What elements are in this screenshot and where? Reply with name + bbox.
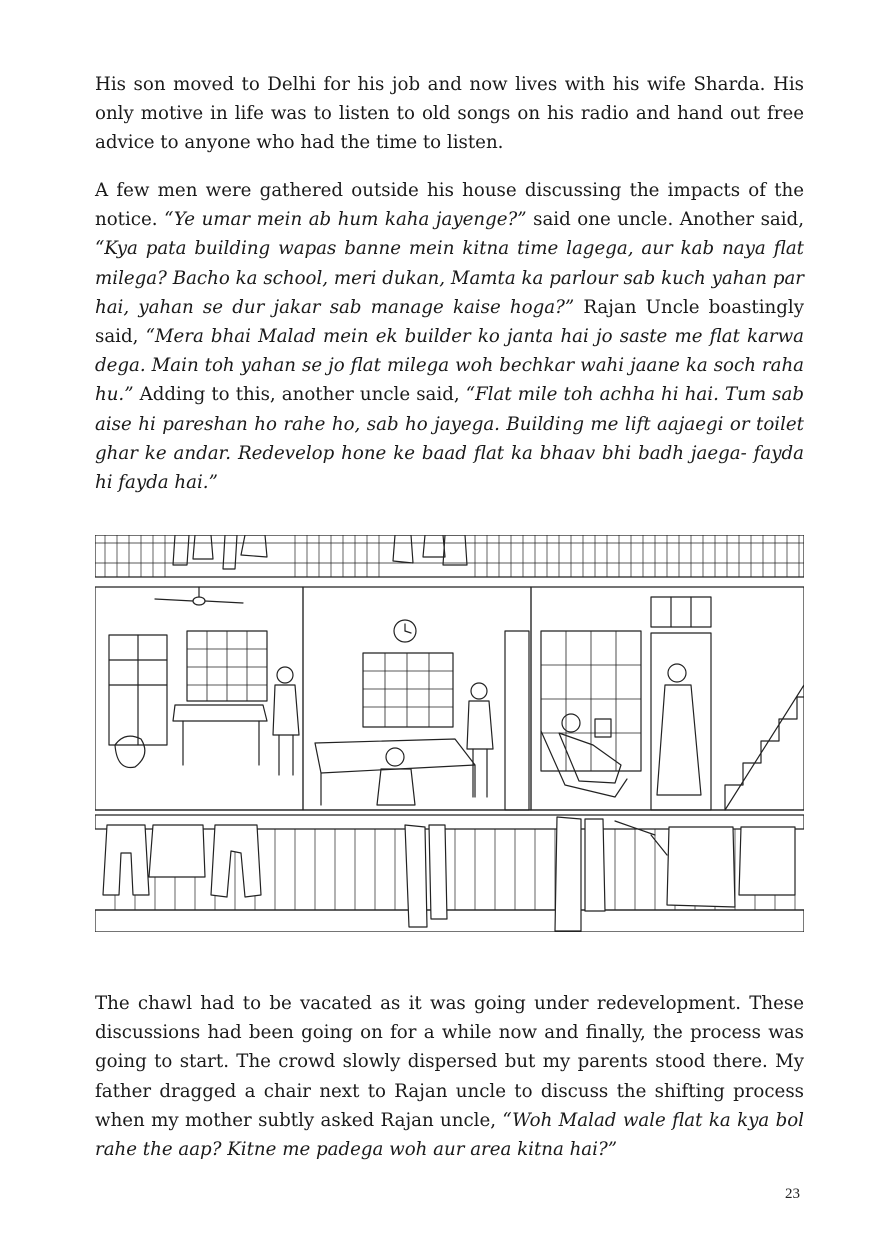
quote-another-uncle: “Flat mile toh achha hi hai. Tum sab aise hi pareshan ho rahe ho, sab ho jayega. Building me lift aajaegi or toilet ghar ke andar. Redevelop hone ke baad flat ka bhaav bhi badh jaega- fayda hi fayda hai.” <box>95 384 804 494</box>
quote-old-age: “Ye umar mein ab hum kaha jayenge?” <box>164 209 527 231</box>
paragraph-2 <box>95 176 804 497</box>
quote-rajan-uncle: “Mera bhai Malad mein ek builder ko janta hai jo saste me flat karwa dega. Main toh yahan se jo flat milega woh bechkar wahi jaane ka soch raha hu.” <box>95 326 804 406</box>
paragraph-3 <box>95 989 804 1164</box>
paragraph-3-text-1: The chawl had to be vacated as it was going under redevelopment. These discussions had been going on for a while now and finally, the process was going to start. The crowd slowly dispersed but my parents stood there. My father dragged a chair next to Rajan uncle to discuss the shifting process when my mother subtly asked Rajan uncle, <box>95 993 804 1131</box>
paragraph-2-text-4: Adding to this, another uncle said, <box>133 384 466 406</box>
paragraph-1-text: His son moved to Delhi for his job and now lives with his wife Sharda. His only motive in life was to listen to old songs on his radio and hand out free advice to anyone who had the time to listen. <box>95 74 804 154</box>
page-number: 23 <box>785 1186 800 1202</box>
chawl-sketch-illustration <box>95 535 804 932</box>
quote-rebuild-time: “Kya pata building wapas banne mein kitna time lagega, aur kab naya flat milega? Bacho ka school, meri dukan, Mamta ka parlour sab kuch yahan par hai, yahan se dur jakar sab manage kaise hoga?” <box>95 238 804 318</box>
quote-mother: “Woh Malad wale flat ka kya bol rahe the aap? Kitne me padega woh aur area kitna hai?” <box>95 1109 804 1161</box>
paragraph-2-text-1: A few men were gathered outside his house discussing the impacts of the notice. <box>95 180 804 231</box>
paragraph-1 <box>95 70 804 158</box>
paragraph-2-text-2: said one uncle. Another said, <box>526 209 804 231</box>
paragraph-2-text-3: Rajan Uncle boastingly said, <box>95 296 805 348</box>
